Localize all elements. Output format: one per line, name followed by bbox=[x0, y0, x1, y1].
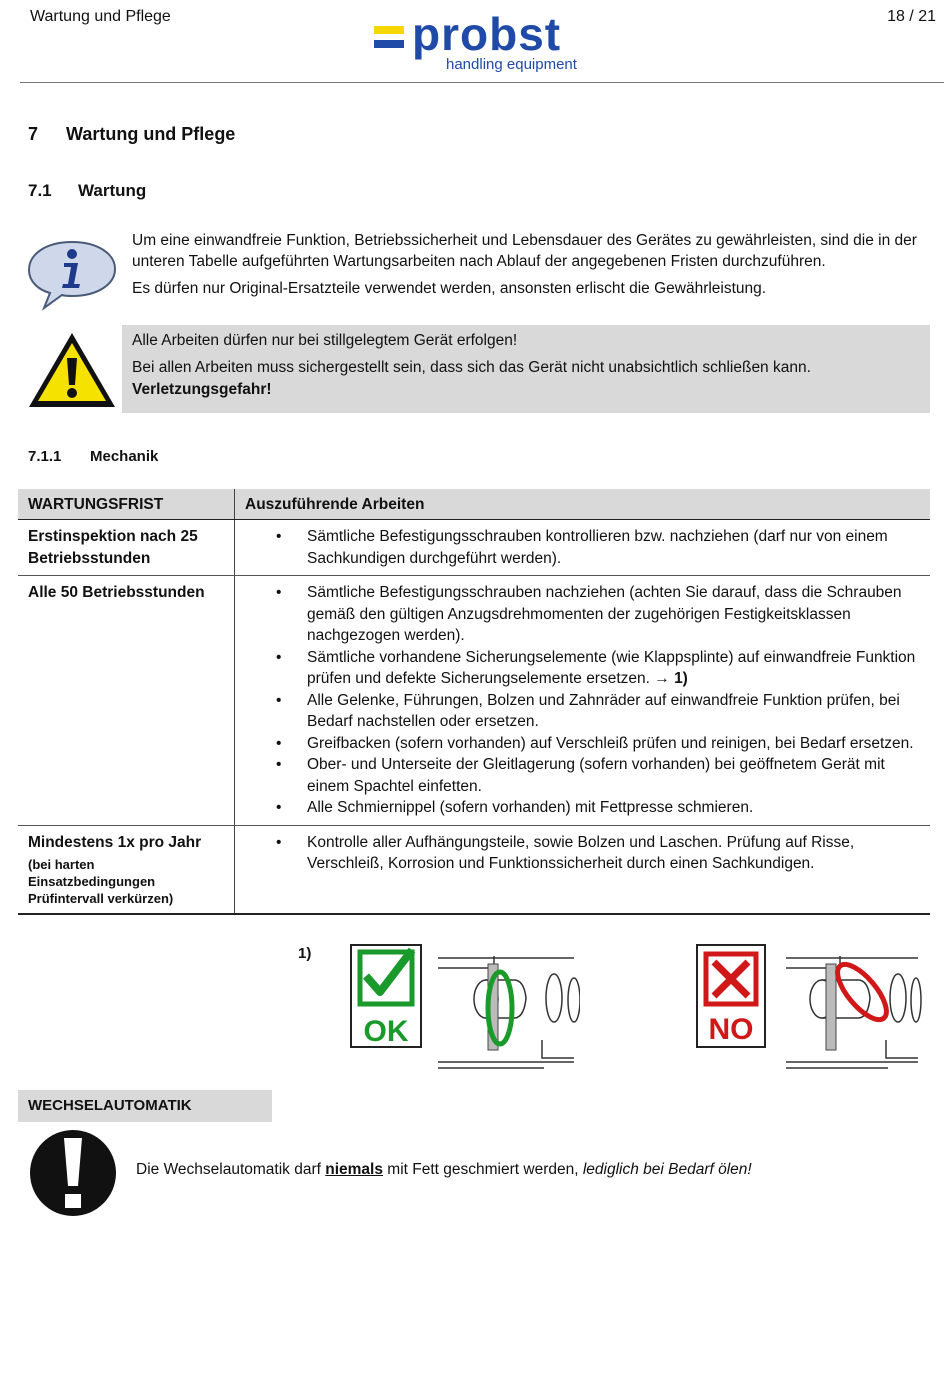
text-part: Die Wechselautomatik darf bbox=[136, 1161, 326, 1178]
exclamation-icon bbox=[28, 1128, 118, 1218]
wechselautomatik-heading: WECHSELAUTOMATIK bbox=[18, 1090, 272, 1122]
task-item: • Greifbacken (sofern vorhanden) auf Verschleiß prüfen und reinigen, bei Bedarf ersetzen. bbox=[307, 733, 920, 755]
clip-pin-correct-illustration bbox=[434, 940, 580, 1072]
warning-emphasis: Verletzungsgefahr! bbox=[132, 381, 272, 398]
no-cross-icon bbox=[696, 944, 766, 1048]
task-item: • Alle Schmiernippel (sofern vorhanden) mit Fettpresse schmieren. bbox=[307, 797, 920, 819]
table-row bbox=[18, 825, 930, 914]
warning-line: Alle Arbeiten dürfen nur bei stillgelegtem Gerät erfolgen! bbox=[132, 332, 518, 349]
figure-reference-label: 1) bbox=[298, 945, 312, 962]
maintenance-table bbox=[18, 489, 930, 915]
header-section-title: Wartung und Pflege bbox=[30, 8, 171, 25]
wechselautomatik-text bbox=[136, 1161, 752, 1179]
task-item: • Sämtliche Befestigungsschrauben nachziehen (achten Sie darauf, dass die Schrauben gemäß den gültigen Anzugsdrehmomenten der zugehörigen Festigkeitsklassen nachgezogen werden). bbox=[307, 582, 920, 647]
header-divider bbox=[20, 82, 944, 83]
task-item bbox=[307, 647, 920, 690]
heading-number: 7 bbox=[28, 124, 39, 144]
table-row bbox=[18, 576, 930, 826]
task-item: • Kontrolle aller Aufhängungsteile, sowie Bolzen und Laschen. Prüfung auf Risse, Verschleiß, Korrosion und Funktionssicherheit durch einen Sachkundigen. bbox=[307, 832, 920, 875]
logo-blue-bar bbox=[374, 40, 404, 48]
text-italic: lediglich bei Bedarf ölen! bbox=[582, 1161, 752, 1178]
tasks-cell bbox=[235, 520, 931, 576]
heading-title: Wartung und Pflege bbox=[66, 124, 236, 144]
logo-word: probst bbox=[412, 8, 562, 60]
column-header-interval: WARTUNGSFRIST bbox=[18, 489, 235, 520]
heading-title: Wartung bbox=[78, 181, 147, 200]
interval-cell bbox=[18, 825, 235, 914]
ok-label: OK bbox=[363, 1015, 409, 1048]
heading-title: Mechanik bbox=[90, 448, 159, 465]
column-header-tasks: Auszuführende Arbeiten bbox=[235, 489, 931, 520]
text-emphasis: niemals bbox=[325, 1161, 383, 1178]
text-part: mit Fett geschmiert werden, bbox=[382, 1161, 583, 1178]
heading-wartung-und-pflege bbox=[28, 124, 235, 145]
ok-check-icon bbox=[350, 944, 422, 1048]
warning-line: Bei allen Arbeiten muss sichergestellt sein, dass sich das Gerät nicht unabsichtlich schließen kann. bbox=[132, 359, 811, 376]
logo-yellow-bar bbox=[374, 26, 404, 34]
info-icon bbox=[26, 238, 118, 312]
table-header-row bbox=[18, 489, 930, 520]
no-label: NO bbox=[708, 1013, 754, 1046]
tasks-cell bbox=[235, 576, 931, 826]
info-paragraph: Es dürfen nur Original-Ersatzteile verwendet werden, ansonsten erlischt die Gewährleistung. bbox=[132, 280, 767, 297]
interval-label: Mindestens 1x pro Jahr bbox=[28, 833, 202, 851]
info-paragraph: Um eine einwandfreie Funktion, Betriebssicherheit und Lebensdauer des Gerätes zu gewährleisten, sind die in der unteren Tabelle aufgeführten Wartungsarbeiten nach Ablauf der angegebenen Fristen durchzuführen. bbox=[132, 232, 917, 270]
warning-text bbox=[132, 330, 922, 401]
heading-wartung bbox=[28, 181, 146, 201]
interval-note: (bei harten Einsatzbedingungen Prüfintervall verkürzen) bbox=[28, 857, 174, 906]
heading-mechanik bbox=[28, 448, 158, 465]
logo-tagline: handling equipment bbox=[446, 56, 577, 73]
interval-cell: Erstinspektion nach 25 Betriebsstunden bbox=[18, 520, 235, 576]
task-item: • Sämtliche Befestigungsschrauben kontrollieren bzw. nachziehen (darf nur von einem Sachkundigen durchgeführt werden). bbox=[307, 526, 920, 569]
task-item-text: Sämtliche vorhandene Sicherungselemente (wie Klappsplinte) auf einwandfreie Funktion prüfen und defekte Sicherungselemente ersetzen. → bbox=[307, 648, 916, 687]
task-item: • Ober- und Unterseite der Gleitlagerung (sofern vorhanden) bei geöffnetem Gerät mit einem Spachtel einfetten. bbox=[307, 754, 920, 797]
interval-cell: Alle 50 Betriebsstunden bbox=[18, 576, 235, 826]
probst-logo bbox=[372, 8, 602, 78]
page-number: 18 / 21 bbox=[887, 8, 936, 25]
info-text bbox=[132, 230, 932, 305]
heading-number: 7.1.1 bbox=[28, 448, 62, 465]
task-item: • Alle Gelenke, Führungen, Bolzen und Zahnräder auf einwandfreie Funktion prüfen, bei Bedarf nachstellen oder ersetzen. bbox=[307, 690, 920, 733]
tasks-cell bbox=[235, 825, 931, 914]
table-row bbox=[18, 520, 930, 576]
warning-triangle-icon bbox=[26, 330, 118, 410]
figure-reference: 1) bbox=[674, 670, 688, 687]
heading-number: 7.1 bbox=[28, 181, 52, 200]
clip-pin-incorrect-illustration bbox=[782, 940, 922, 1072]
